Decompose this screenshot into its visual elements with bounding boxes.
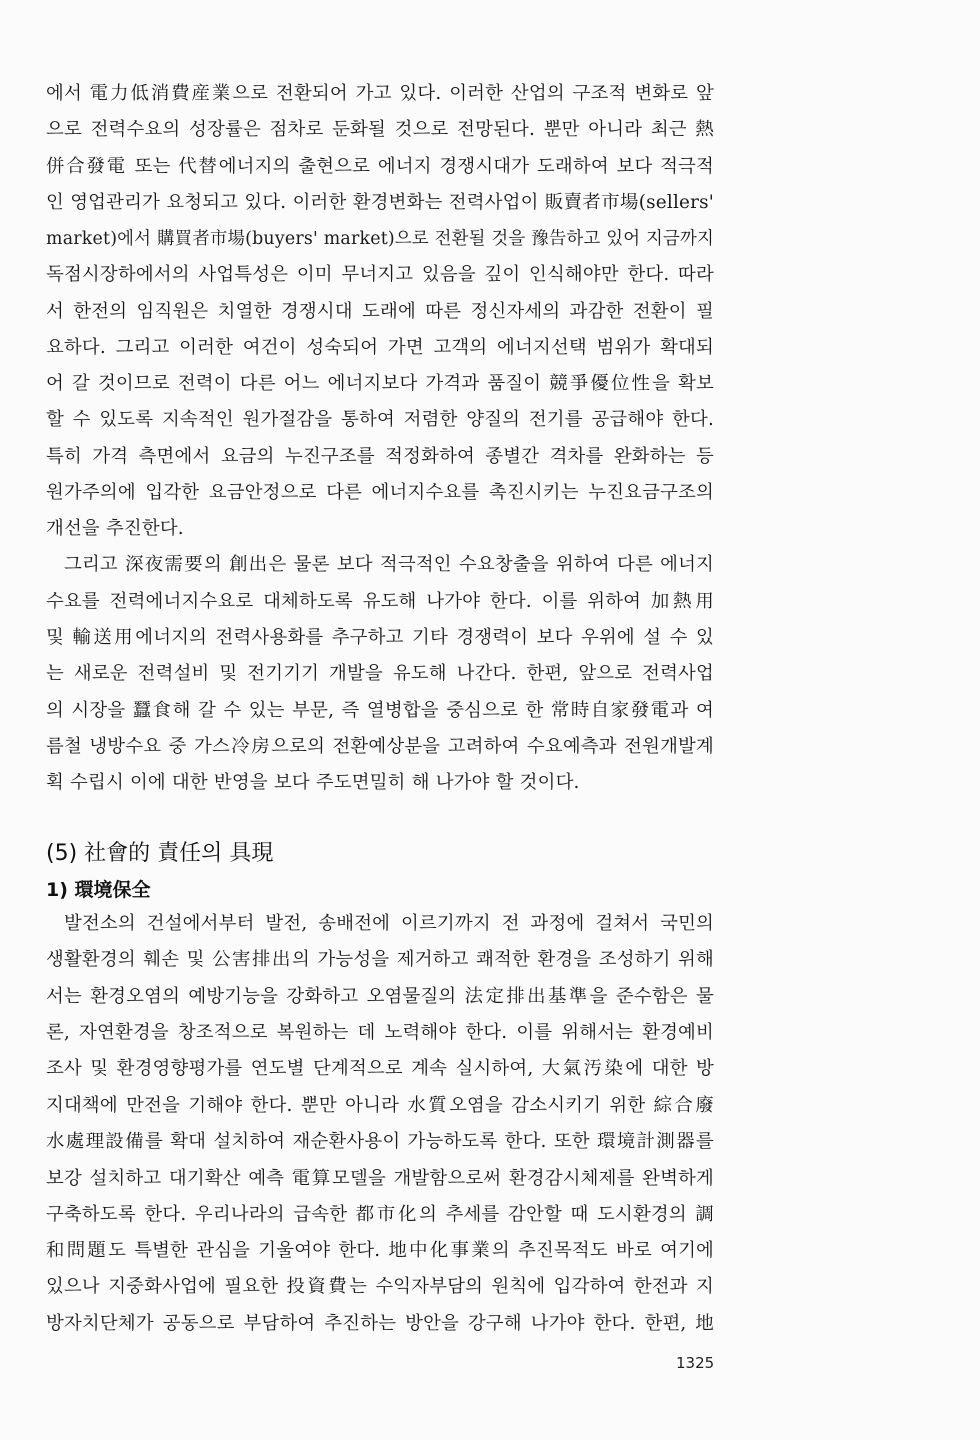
text-line: 획 수립시 이에 대한 반영을 보다 주도면밀히 해 나가야 할 것이다. [46,772,580,793]
text-line: 요하다. 그리고 이러한 여건이 성숙되어 가면 고객의 에너지선택 범위가 확대되 [46,337,714,358]
text-line: 특히 가격 측면에서 요금의 누진구조를 적정화하여 종별간 격차를 완화하는 등 [46,446,714,467]
text-line: 서는 환경오염의 예방기능을 강화하고 오염물질의 法定排出基準을 준수함은 물 [46,986,714,1007]
section-subheading: 1) 環境保全 [46,879,151,901]
text-line: 름철 냉방수요 중 가스冷房으로의 전환예상분을 고려하여 수요예측과 전원개발계 [46,736,714,757]
text-line: 발전소의 건설에서부터 발전, 송배전에 이르기까지 전 과정에 걸쳐서 국민의 [64,913,714,934]
text-line: 있으나 지중화사업에 필요한 投資費는 수익자부담의 원칙에 입각하여 한전과 지 [46,1276,714,1297]
text-line: 으로 전력수요의 성장률은 점차로 둔화될 것으로 전망된다. 뿐만 아니라 최근 熱 [46,119,714,140]
page-number: 1325 [676,1354,715,1372]
text-line: 보강 설치하고 대기확산 예측 電算모델을 개발함으로써 환경감시체제를 완벽하게 [46,1168,714,1189]
text-line: 방자치단체가 공동으로 부담하여 추진하는 방안을 강구해 나가야 한다. 한편, 地 [46,1313,714,1334]
text-line: 수요를 전력에너지수요로 대체하도록 유도해 나가야 한다. 이를 위하여 加熱用 [46,591,714,612]
text-line: 併合發電 또는 代替에너지의 출현으로 에너지 경쟁시대가 도래하여 보다 적극적 [46,156,714,177]
text-line: 는 새로운 전력설비 및 전기기기 개발을 유도해 나간다. 한편, 앞으로 전력사업 [46,663,714,684]
text-line: 和問題도 특별한 관심을 기울여야 한다. 地中化事業의 추진목적도 바로 여기에 [46,1240,714,1261]
text-line: 생활환경의 훼손 및 公害排出의 가능성을 제거하고 쾌적한 환경을 조성하기 위해 [46,949,714,970]
text-line: 개선을 추진한다. [46,518,184,539]
text-line: 및 輸送用에너지의 전력사용화를 추구하고 기타 경쟁력이 보다 우위에 설 수 있 [46,627,714,648]
text-line: 론, 자연환경을 창조적으로 복원하는 데 노력해야 한다. 이를 위해서는 환경예비 [46,1022,714,1043]
text-line: 어 갈 것이므로 전력이 다른 어느 에너지보다 가격과 품질이 競爭優位性을 확보 [46,373,714,394]
text-line: 에서 電力低消費産業으로 전환되어 가고 있다. 이러한 산업의 구조적 변화로 앞 [46,83,714,104]
text-line: 水處理設備를 확대 설치하여 재순환사용이 가능하도록 한다. 또한 環境計測器를 [46,1131,714,1152]
text-line: 지대책에 만전을 기해야 한다. 뿐만 아니라 水質오염을 감소시키기 위한 綜合廢 [46,1095,714,1116]
text-line: market)에서 購買者市場(buyers' market)으로 전환될 것을 豫告하고 있어 지금까지 [46,229,714,249]
text-line: 의 시장을 蠶食해 갈 수 있는 부문, 즉 열병합을 중심으로 한 常時自家發電과 여 [46,700,714,721]
text-line: 그리고 深夜需要의 創出은 물론 보다 적극적인 수요창출을 위하여 다른 에너지 [64,554,714,575]
text-line: 할 수 있도록 지속적인 원가절감을 통하여 저렴한 양질의 전기를 공급해야 한다. [46,409,714,430]
section-heading: (5) 社會的 責任의 具現 [46,841,274,866]
text-line: 인 영업관리가 요청되고 있다. 이러한 환경변화는 전력사업이 販賣者市場(sellers' [46,192,714,213]
text-line: 구축하도록 한다. 우리나라의 급속한 都市化의 추세를 감안할 때 도시환경의 調 [46,1204,714,1225]
text-line: 원가주의에 입각한 요금안정으로 다른 에너지수요를 촉진시키는 누진요금구조의 [46,482,714,503]
text-line: 독점시장하에서의 사업특성은 이미 무너지고 있음을 깊이 인식해야만 한다. 따라 [46,264,714,285]
text-line: 서 한전의 임직원은 치열한 경쟁시대 도래에 따른 정신자세의 과감한 전환이 필 [46,301,714,322]
text-line: 조사 및 환경영향평가를 연도별 단계적으로 계속 실시하여, 大氣汚染에 대한 방 [46,1058,714,1079]
